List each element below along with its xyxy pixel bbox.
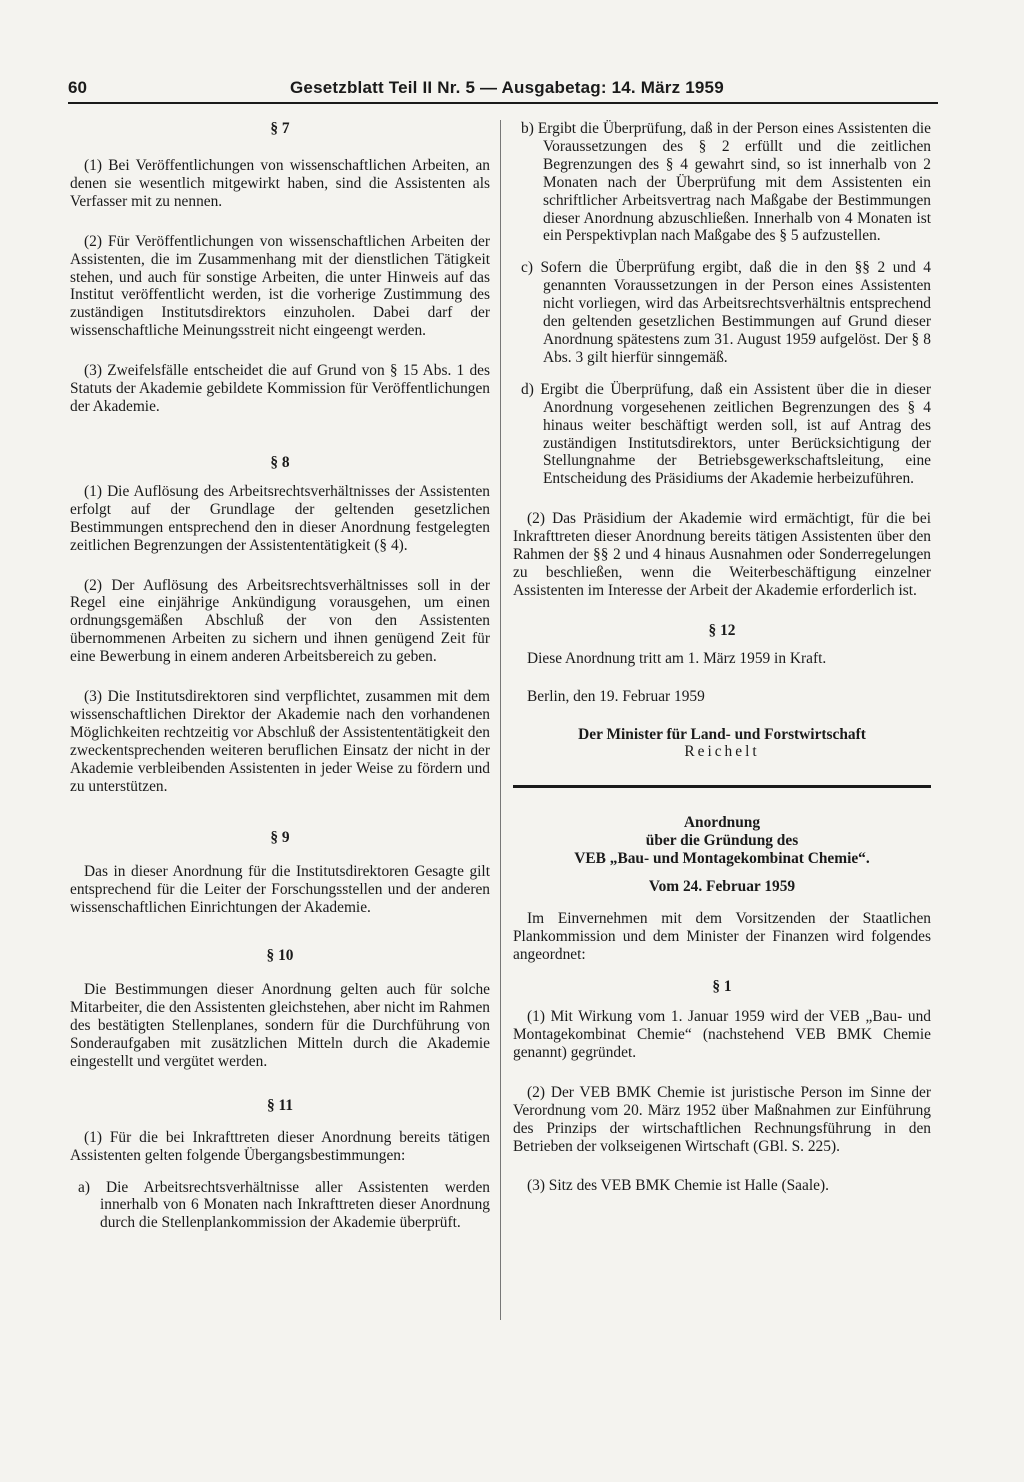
- left-column: [70, 120, 490, 1232]
- s7-para-3: (3) Zweifelsfälle entscheidet die auf Grund von § 15 Abs. 1 des Statuts der Akademie gebildete Kommission für Veröffentlichungen der Akademie.: [70, 362, 490, 415]
- s9-para-1: Das in dieser Anordnung für die Institutsdirektoren Gesagte gilt entsprechend für die Leiter der Forschungsstellen und der anderen wissenschaftlichen Einrichtungen der Akademie.: [70, 863, 490, 917]
- s11-para-1: (1) Für die bei Inkrafttreten dieser Anordnung bereits tätigen Assistenten gelten folgende Übergangsbestimmungen:: [70, 1128, 490, 1164]
- section-heading-1: § 1: [712, 978, 732, 996]
- section-heading-9: § 9: [270, 829, 290, 847]
- running-header: [68, 78, 938, 104]
- decree-title-line-1: Anordnung: [683, 814, 761, 832]
- s11-item-b: b) Ergibt die Überprüfung, daß in der Person eines Assistenten die Voraussetzungen des § 2 erfüllt und die zeitlichen Begrenzungen des § 4 gewahrt sind, so ist innerhalb von 2 Monaten nach der Überprüfung mit dem Assistenten ein schriftlicher Arbeitsvertrag nach Maßgabe der Bestimmungen dieser Anordnung abzuschließen. Innerhalb von 4 Monaten ist ein Perspektivplan nach Maßgabe des § 5 aufzustellen.: [521, 120, 931, 245]
- decree-title-line-2: über die Gründung des: [645, 832, 799, 850]
- decree-date: Vom 24. Februar 1959: [648, 878, 796, 896]
- gazette-title: Gesetzblatt Teil II Nr. 5 — Ausgabetag: 14. März 1959: [290, 78, 724, 97]
- s7-para-2: (2) Für Veröffentlichungen von wissenschaftlichen Arbeiten der Assistenten, die im Zusammenhang mit der dienstlichen Tätigkeit stehen, und auch für sonstige Arbeiten, die unter Hinweis auf das Institut veröffentlicht werden, ist die vorherige Zustimmung des zuständigen Institutsdirektors einzuholen. Dabei darf der wissenschaftliche Meinungsstreit nicht eingeengt werden.: [70, 232, 490, 340]
- s11-item-a: a) Die Arbeitsrechtsverhältnisse aller Assistenten werden innerhalb von 6 Monaten nach Inkrafttreten dieser Anordnung durch die Stellenplankommission der Akademie überprüft.: [78, 1178, 490, 1232]
- column-divider: [500, 120, 501, 1320]
- section-heading-10: § 10: [266, 947, 294, 965]
- section-heading-11: § 11: [266, 1096, 294, 1114]
- minister-title: Der Minister für Land- und Forstwirtschaft: [578, 725, 866, 743]
- decree-title-line-3: VEB „Bau- und Montagekombinat Chemie“.: [574, 850, 870, 868]
- s8-para-2: (2) Der Auflösung des Arbeitsrechtsverhältnisses soll in der Regel eine einjährige Ankündigung vorausgehen, um einen ordnungsgemäßen Abschluß der von den Assistenten übernommenen Arbeiten zu sichern und ihnen genügend Zeit für eine Bewerbung in einem anderen Arbeitsbereich zu geben.: [70, 576, 490, 666]
- s11-item-c: c) Sofern die Überprüfung ergibt, daß die in den §§ 2 und 4 genannten Voraussetzungen in der Person eines Assistenten nicht vorliegen, wird das Arbeitsrechtsverhältnis entsprechend den geltenden gesetzlichen Bestimmungen auf Grund dieser Anordnung spätestens zum 31. August 1959 aufgelöst. Der § 8 Abs. 3 gilt hierfür sinngemäß.: [521, 259, 931, 366]
- right-column: [513, 120, 931, 1195]
- decree-intro: Im Einvernehmen mit dem Vorsitzenden der Staatlichen Plankommission und dem Minister der Finanzen wird folgendes angeordnet:: [513, 910, 931, 964]
- place-date: Berlin, den 19. Februar 1959: [527, 687, 705, 705]
- s1-para-1: (1) Mit Wirkung vom 1. Januar 1959 wird der VEB „Bau- und Montagekombinat Chemie“ (nachstehend VEB BMK Chemie genannt) gegründet.: [513, 1008, 931, 1061]
- signature-name: Reichelt: [684, 743, 760, 761]
- s12-para-1: Diese Anordnung tritt am 1. März 1959 in Kraft.: [527, 649, 827, 667]
- s1-para-3: (3) Sitz des VEB BMK Chemie ist Halle (Saale).: [527, 1177, 829, 1195]
- s1-para-2: (2) Der VEB BMK Chemie ist juristische Person im Sinne der Verordnung vom 20. März 1952 über Maßnahmen zur Einführung des Prinzips der wirtschaftlichen Rechnungsführung in den Betrieben der volkseigenen Wirtschaft (GBl. S. 225).: [513, 1083, 931, 1155]
- section-heading-7: § 7: [270, 120, 290, 137]
- s11-para-2: (2) Das Präsidium der Akademie wird ermächtigt, für die bei Inkrafttreten dieser Anordnung bereits tätigen Assistenten über den Rahmen der §§ 2 und 4 hinaus Ausnahmen oder Sonderregelungen zu beschließen, wenn die Weiterbeschäftigung einzelner Assistenten im Interesse der Arbeit der Akademie erforderlich ist.: [513, 510, 931, 599]
- section-heading-8: § 8: [270, 453, 290, 471]
- page-number: 60: [68, 78, 87, 97]
- section-heading-12: § 12: [708, 621, 736, 639]
- s8-para-3: (3) Die Institutsdirektoren sind verpflichtet, zusammen mit dem wissenschaftlichen Direktor der Akademie nach den vorhandenen Möglichkeiten rechtzeitig vor Abschluß der Assistententätigkeit den zweckentsprechenden weiteren beruflichen Einsatz der nicht in der Akademie verbleibenden Assistenten in jeder Weise zu fördern und zu unterstützen.: [70, 688, 490, 795]
- s10-para-1: Die Bestimmungen dieser Anordnung gelten auch für solche Mitarbeiter, die den Assistenten gleichstehen, aber nicht im Rahmen des bestätigten Stellenplanes, sondern für die Durchführung von Sonderaufgaben mit zusätzlichen Mitteln durch die Akademie eingestellt und vergütet werden.: [70, 981, 490, 1070]
- s11-item-d: d) Ergibt die Überprüfung, daß ein Assistent über die in dieser Anordnung vorgesehenen zeitlichen Begrenzungen des § 4 hinaus weiter beschäftigt werden soll, ist auf Antrag des zuständigen Institutsdirektors, unter Berücksichtigung der Stellungnahme der Betriebsgewerkschaftsleitung, eine Entscheidung des Präsidiums der Akademie herbeizuführen.: [521, 380, 931, 488]
- s7-para-1: (1) Bei Veröffentlichungen von wissenschaftlichen Arbeiten, an denen sie wesentlich mitgewirkt haben, sind die Assistenten als Verfasser mit zu nennen.: [70, 157, 490, 210]
- s8-para-1: (1) Die Auflösung des Arbeitsrechtsverhältnisses der Assistenten erfolgt auf der Grundlage der geltenden gesetzlichen Bestimmungen entsprechend den in dieser Anordnung festgelegten zeitlichen Begrenzungen der Assistententätigkeit (§ 4).: [70, 482, 490, 554]
